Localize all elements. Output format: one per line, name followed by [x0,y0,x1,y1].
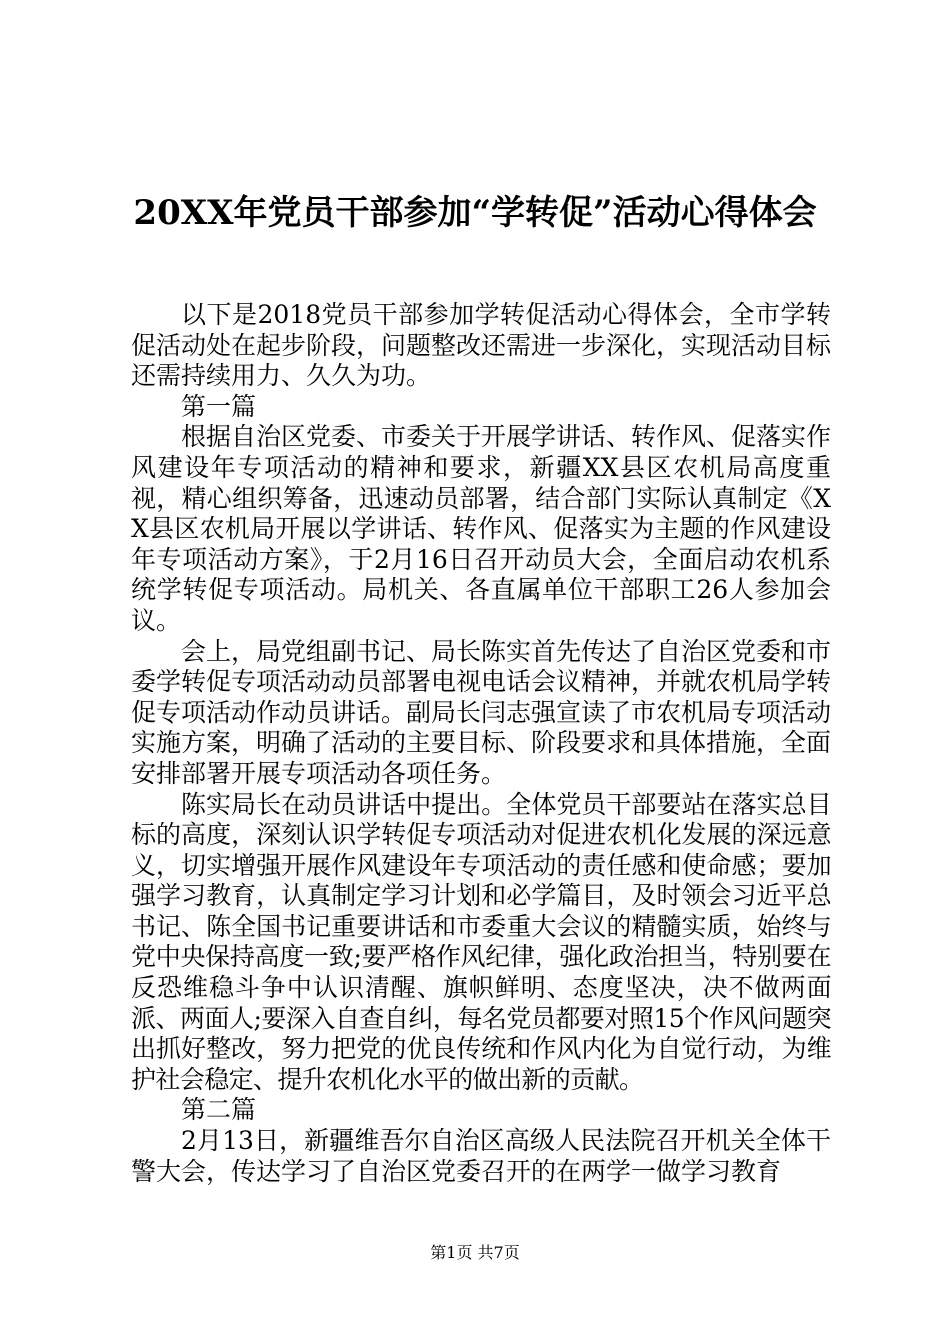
section-heading-second: 第二篇 [181,1095,257,1125]
body-paragraph-2: 会上，局党组副书记、局长陈实首先传达了自治区党委和市委学转促专项活动动员部署电视电话会议精神，并就农机局学转促专项活动作动员讲话。副局长闫志强宣读了市农机局专项活动实施方案，明确了活动的主要目标、阶段要求和具体措施，全面安排部署开展专项活动各项任务。 [131,636,832,788]
body-paragraph-4: 2月13日，新疆维吾尔自治区高级人民法院召开机关全体干警大会，传达学习了自治区党委召开的在两学一做学习教育 [131,1126,831,1186]
body-paragraph-1: 根据自治区党委、市委关于开展学讲话、转作风、促落实作风建设年专项活动的精神和要求，新疆XX县区农机局高度重视，精心组织筹备，迅速动员部署，结合部门实际认真制定《XX县区农机局开展以学讲话、转作风、促落实为主题的作风建设年专项活动方案》，于2月16日召开动员大会，全面启动农机系统学转促专项活动。局机关、各直属单位干部职工26人参加会议。 [131,422,832,635]
intro-paragraph: 以下是2018党员干部参加学转促活动心得体会，全市学转促活动处在起步阶段，问题整改还需进一步深化，实现活动目标还需持续用力、久久为功。 [131,300,832,391]
document-title: 20XX年党员干部参加“学转促”活动心得体会 [133,193,817,233]
page-footer: 第1页 共7页 [430,1243,520,1262]
section-heading-first: 第一篇 [181,391,257,421]
document-body [131,300,831,1187]
body-paragraph-3: 陈实局长在动员讲话中提出。全体党员干部要站在落实总目标的高度，深刻认识学转促专项活动对促进农机化发展的深远意义，切实增强开展作风建设年专项活动的责任感和使命感；要加强学习教育，认真制定学习计划和必学篇目，及时领会习近平总书记、陈全国书记重要讲话和市委重大会议的精髓实质，始终与党中央保持高度一致;要严格作风纪律，强化政治担当，特别要在反恐维稳斗争中认识清醒、旗帜鲜明、态度坚决，决不做两面派、两面人;要深入自查自纠，每名党员都要对照15个作风问题突出抓好整改，努力把党的优良传统和作风内化为自觉行动，为维护社会稳定、提升农机化水平的做出新的贡献。 [131,789,831,1094]
